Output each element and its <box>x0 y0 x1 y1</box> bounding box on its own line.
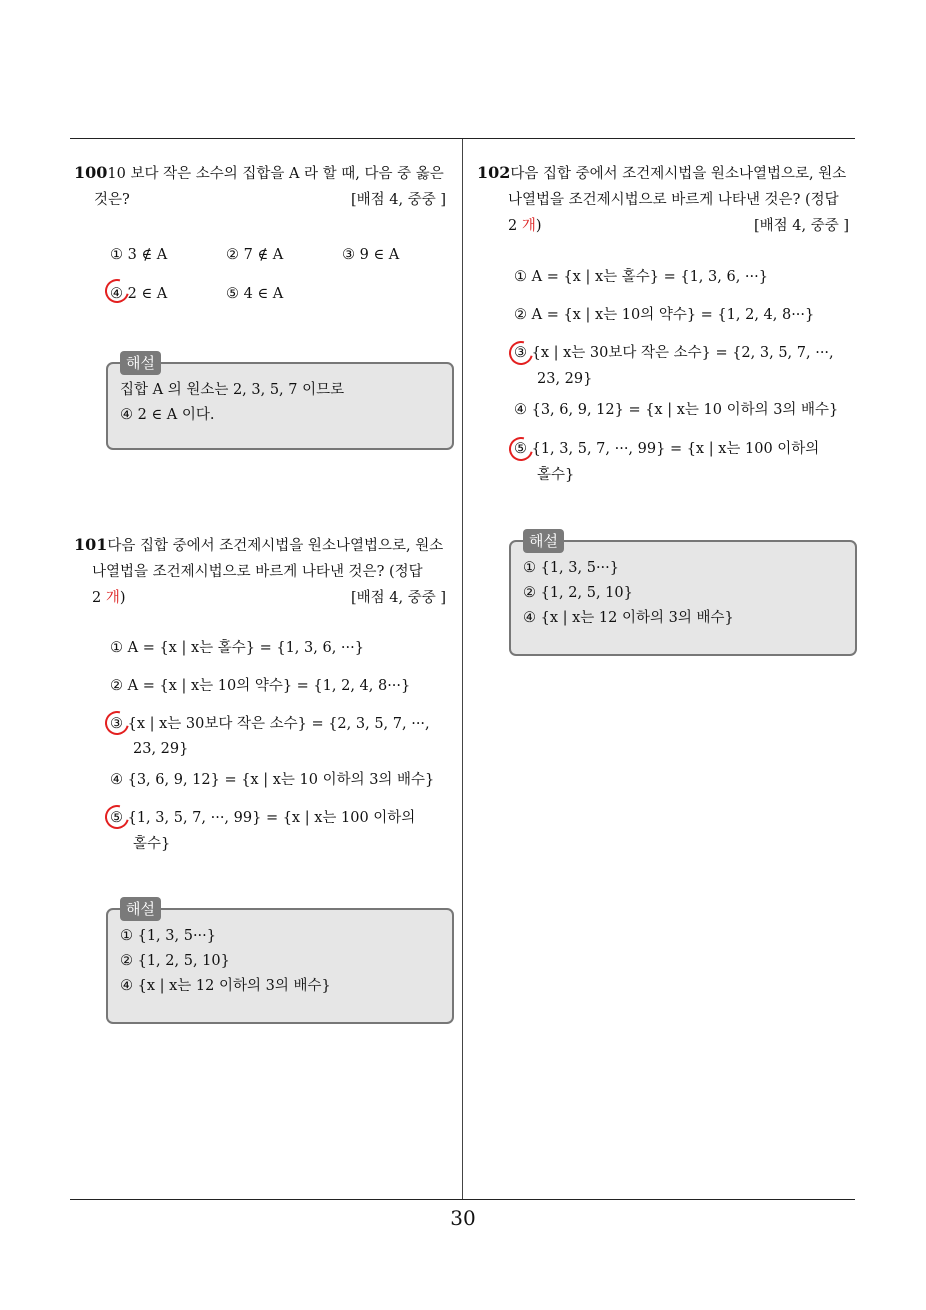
question-line <box>74 585 454 611</box>
option-row <box>110 242 450 262</box>
problem-100 <box>74 160 454 213</box>
question-line <box>477 213 857 239</box>
option-5[interactable]: ⑤ {1, 3, 5, 7, ···, 99} = {x | x는 100 이하의 <box>514 441 820 457</box>
solution-box-101 <box>106 900 454 1024</box>
solution-box-100 <box>106 354 454 450</box>
option-4[interactable]: ④ 2 ∈ A <box>110 286 168 302</box>
solution-line: ② {1, 2, 5, 10} <box>523 585 633 601</box>
problem-number: 101 <box>74 535 108 554</box>
option-1[interactable]: ① A = {x | x는 홀수} = {1, 3, 6, ···} <box>110 640 364 656</box>
question-line <box>74 187 454 213</box>
question-line <box>477 187 857 213</box>
option-5-cont: 홀수} <box>537 467 575 483</box>
answer-count-unit: 개 <box>521 218 536 234</box>
answer-count: 2 <box>508 218 522 234</box>
problem-number: 102 <box>477 163 511 182</box>
solution-line: ④ 2 ∈ A 이다. <box>120 407 215 423</box>
solution-label: 해설 <box>120 897 161 921</box>
footer-rule <box>70 1199 855 1200</box>
option-1[interactable]: ① 3 ∉ A <box>110 247 168 263</box>
question-text: 다음 집합 중에서 조건제시법을 원소나열법으로, 원소 <box>510 166 847 182</box>
question-text: 나열법을 조건제시법으로 바르게 나타낸 것은? (정답 <box>92 564 423 580</box>
option-3[interactable]: ③ {x | x는 30보다 작은 소수} = {2, 3, 5, 7, ···, <box>514 345 834 361</box>
question-text: 나열법을 조건제시법으로 바르게 나타낸 것은? (정답 <box>508 192 839 208</box>
answer-count-unit: 개 <box>105 590 120 606</box>
solution-line: ④ {x | x는 12 이하의 3의 배수} <box>120 978 331 994</box>
option-3[interactable]: ③ 9 ∈ A <box>342 247 400 263</box>
problem-102 <box>477 160 857 239</box>
option-3-cont: 23, 29} <box>133 741 189 757</box>
option-1[interactable]: ① A = {x | x는 홀수} = {1, 3, 6, ···} <box>514 269 768 285</box>
options-100 <box>110 242 450 301</box>
option-3-cont: 23, 29} <box>537 371 593 387</box>
solution-line: ① {1, 3, 5···} <box>120 928 216 944</box>
answer-count-close: ) <box>535 218 542 234</box>
question-text: 것은? <box>94 192 130 208</box>
score-meta: [배점 4, 중중 ] <box>350 192 446 208</box>
page-number: 30 <box>450 1206 476 1230</box>
question-line <box>74 559 454 585</box>
option-2[interactable]: ② A = {x | x는 10의 약수} = {1, 2, 4, 8···} <box>110 678 411 694</box>
option-5[interactable]: ⑤ 4 ∈ A <box>226 286 284 302</box>
answer-count: 2 <box>92 590 106 606</box>
option-3[interactable]: ③ {x | x는 30보다 작은 소수} = {2, 3, 5, 7, ···, <box>110 716 430 732</box>
score-meta: [배점 4, 중중 ] <box>350 590 446 606</box>
solution-label: 해설 <box>523 529 564 553</box>
score-meta: [배점 4, 중중 ] <box>753 218 849 234</box>
question-text: 10 보다 작은 소수의 집합을 A 라 할 때, 다음 중 옳은 <box>107 166 444 182</box>
option-5-cont: 홀수} <box>133 836 171 852</box>
solution-line: ④ {x | x는 12 이하의 3의 배수} <box>523 610 734 626</box>
column-divider <box>462 139 463 1199</box>
question-line <box>74 160 454 187</box>
answer-count-close: ) <box>119 590 126 606</box>
solution-line: ② {1, 2, 5, 10} <box>120 953 230 969</box>
option-5[interactable]: ⑤ {1, 3, 5, 7, ···, 99} = {x | x는 100 이하의 <box>110 810 416 826</box>
option-4[interactable]: ④ {3, 6, 9, 12} = {x | x는 10 이하의 3의 배수} <box>110 772 435 788</box>
solution-label: 해설 <box>120 351 161 375</box>
question-line <box>74 532 454 559</box>
option-2[interactable]: ② A = {x | x는 10의 약수} = {1, 2, 4, 8···} <box>514 307 815 323</box>
option-row <box>110 281 450 301</box>
option-4[interactable]: ④ {3, 6, 9, 12} = {x | x는 10 이하의 3의 배수} <box>514 402 839 418</box>
solution-box-102 <box>509 532 857 656</box>
option-2[interactable]: ② 7 ∉ A <box>226 247 284 263</box>
solution-line: ① {1, 3, 5···} <box>523 560 619 576</box>
question-text: 다음 집합 중에서 조건제시법을 원소나열법으로, 원소 <box>107 538 444 554</box>
solution-line: 집합 A 의 원소는 2, 3, 5, 7 이므로 <box>120 382 345 398</box>
problem-101 <box>74 532 454 611</box>
problem-number: 100 <box>74 163 108 182</box>
question-line <box>477 160 857 187</box>
